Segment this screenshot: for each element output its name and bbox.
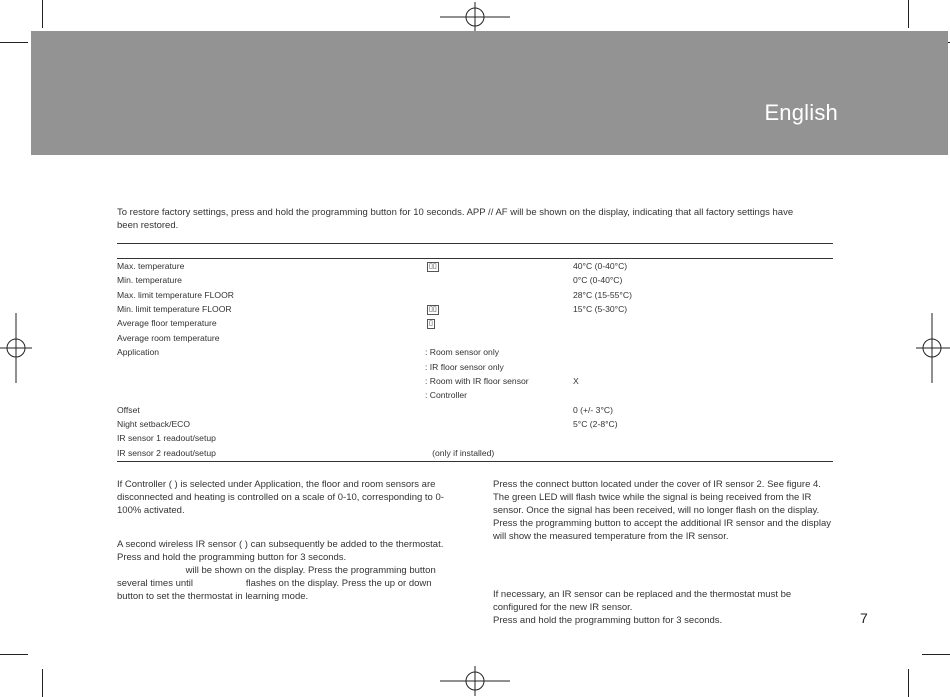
option-label: : Controller <box>425 390 468 400</box>
table-row <box>117 331 833 345</box>
connect-instructions: Press the connect button located under the cover of IR sensor 2. See figure 4. <box>493 479 821 490</box>
table-bottom-rule <box>117 461 833 462</box>
intro-paragraph: To restore factory settings, press and hold the programming button for 10 seconds. APP // AF will be shown on the display, indicating that all factory settings have been restored. <box>117 207 794 231</box>
crop-mark-tl-v <box>42 0 43 28</box>
display-symbol: ▯ <box>429 320 433 327</box>
param-label: IR sensor 2 readout/setup <box>117 448 216 458</box>
right-column-replace <box>493 588 833 627</box>
param-label: Application <box>117 347 160 357</box>
display-symbol: ▯▯ <box>429 306 437 313</box>
table-row <box>117 417 833 431</box>
option-label: : Room sensor only <box>425 347 500 357</box>
param-label: Max. temperature <box>117 261 185 271</box>
table-row <box>117 388 833 402</box>
table-row <box>117 360 833 374</box>
header-band <box>31 31 948 155</box>
param-label: Min. temperature <box>117 275 182 285</box>
param-label: Max. limit temperature FLOOR <box>117 290 234 300</box>
table-row <box>117 345 833 359</box>
registration-mark-left <box>0 313 32 383</box>
crop-mark-tr-v <box>908 0 909 28</box>
crop-mark-bl-v <box>42 669 43 697</box>
option-label: : IR floor sensor only <box>425 362 504 372</box>
registration-mark-top <box>440 2 510 32</box>
factory-value: X <box>573 376 579 386</box>
page-title: English <box>764 100 838 125</box>
registration-mark-right <box>916 313 950 383</box>
table-top-rule <box>117 243 833 244</box>
factory-value: 0°C (0-40°C) <box>573 275 623 285</box>
table-row <box>117 316 833 330</box>
param-label: IR sensor 1 readout/setup <box>117 433 216 443</box>
option-label: : Room with IR floor sensor <box>425 376 529 386</box>
second-sensor-step: Press and hold the programming button for 3 seconds. <box>117 552 347 563</box>
right-column <box>493 478 833 543</box>
table-row <box>117 403 833 417</box>
left-column-second-sensor <box>117 538 457 603</box>
param-label: Average floor temperature <box>117 318 217 328</box>
factory-value: 40°C (0-40°C) <box>573 261 628 271</box>
option-label: (only if installed) <box>425 448 495 458</box>
param-label: Min. limit temperature FLOOR <box>117 304 232 314</box>
table-row <box>117 273 833 287</box>
table-row <box>117 446 833 460</box>
second-sensor-instructions: will be shown on the display. Press the programming button several times until flashes on the display. Press the up or down button to set the thermostat in learning mode. <box>117 565 439 602</box>
replace-note: If necessary, an IR sensor can be replaced and the thermostat must be configured for the new IR sensor. <box>493 589 792 613</box>
display-symbol: ▯▯ <box>429 263 437 270</box>
param-label: Night setback/ECO <box>117 419 191 429</box>
param-label: Offset <box>117 405 140 415</box>
crop-mark-br-h <box>922 654 950 655</box>
controller-note: If Controller ( ) is selected under Application, the floor and room sensors are disconnected and heating is controlled on a scale of 0-10, corresponding to 0-100% activated. <box>117 479 444 516</box>
page-number: 7 <box>860 610 868 626</box>
factory-value: 28°C (15-55°C) <box>573 290 632 300</box>
crop-mark-br-v <box>908 669 909 697</box>
led-instructions: The green LED will flash twice while the signal is being received from the IR sensor. Once the signal has been received, will no longer flash on the display. Press the programming button to accept the additional IR sensor and the display will show the measured temperature from the IR sensor. <box>493 492 831 542</box>
second-sensor-intro: A second wireless IR sensor ( ) can subsequently be added to the thermostat. <box>117 539 444 550</box>
factory-value: 5°C (2-8°C) <box>573 419 618 429</box>
table-row <box>117 431 833 445</box>
table-row <box>117 288 833 302</box>
left-column <box>117 478 457 517</box>
factory-value: 15°C (5-30°C) <box>573 304 628 314</box>
factory-value: 0 (+/- 3°C) <box>573 405 613 415</box>
table-row <box>117 259 833 273</box>
param-label: Average room temperature <box>117 333 220 343</box>
table-row <box>117 302 833 316</box>
table-row <box>117 374 833 388</box>
registration-mark-bottom <box>440 666 510 696</box>
crop-mark-tl-h <box>0 42 28 43</box>
replace-step: Press and hold the programming button for 3 seconds. <box>493 615 723 626</box>
crop-mark-bl-h <box>0 654 28 655</box>
